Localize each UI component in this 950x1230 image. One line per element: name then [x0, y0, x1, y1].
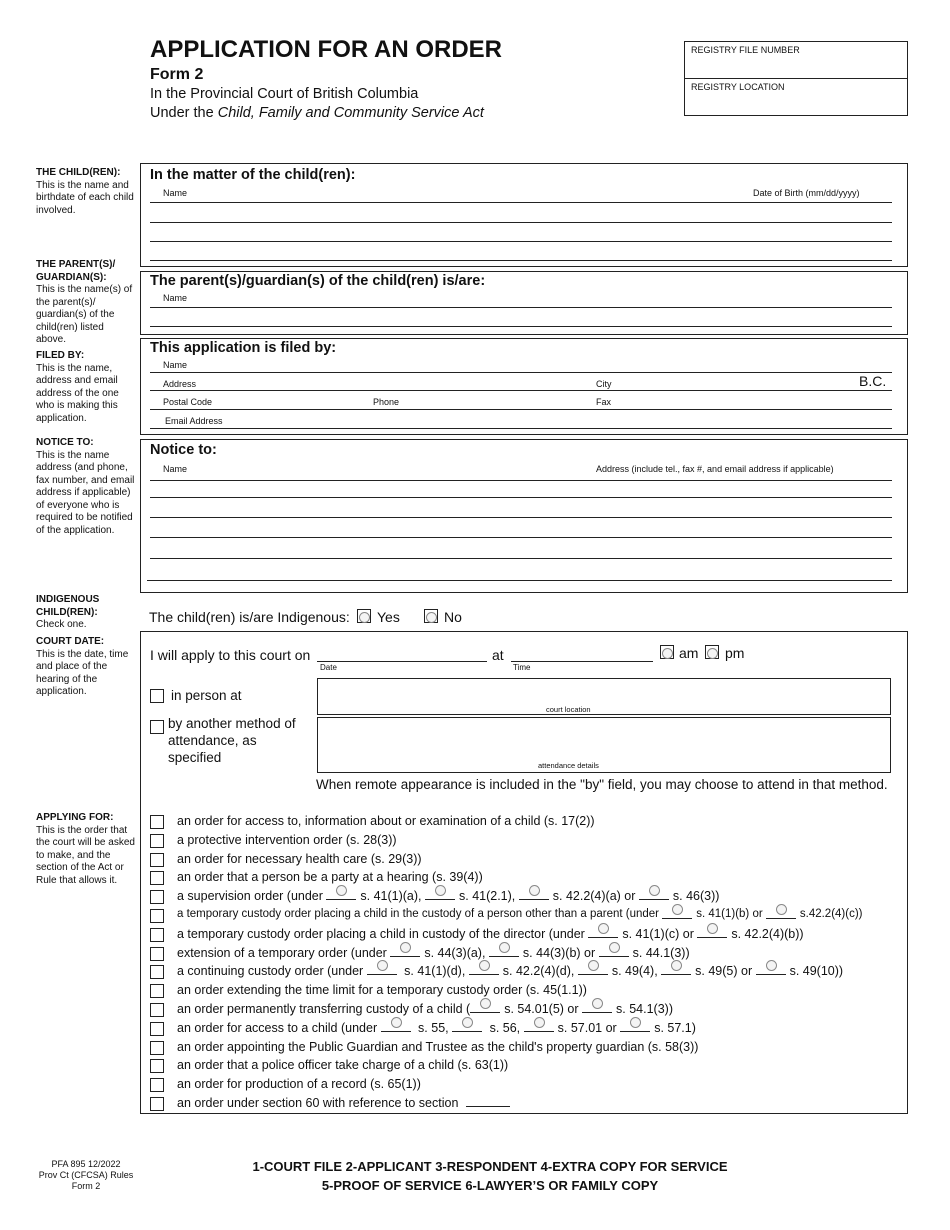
- section-choice-blank[interactable]: [390, 946, 420, 957]
- order-item: [177, 814, 595, 828]
- radio-icon: [672, 904, 683, 915]
- other-method-label: by another method of attendance, as specified: [168, 716, 296, 765]
- date-label: Date: [320, 663, 337, 672]
- child-entry-line[interactable]: [150, 202, 892, 203]
- copies-line-2: 5-PROOF OF SERVICE 6-LAWYER’S OR FAMILY COPY: [321, 1178, 659, 1193]
- section-choice-blank[interactable]: [578, 964, 608, 975]
- section-choice-blank[interactable]: [582, 1002, 612, 1013]
- section-choice-blank[interactable]: [662, 908, 692, 919]
- order-text: s. 46(3)): [672, 889, 720, 904]
- court-location-field[interactable]: [317, 678, 891, 715]
- parent-name-label: Name: [163, 293, 188, 303]
- order-text: a temporary custody order placing a child in custody of the director (under: [177, 926, 589, 941]
- copies-line-1: 1-COURT FILE 2-APPLICANT 3-RESPONDENT 4-EXTRA COPY FOR SERVICE: [252, 1159, 728, 1174]
- order-item: [177, 1096, 510, 1110]
- order-checkbox[interactable]: [150, 890, 164, 904]
- radio-icon: [462, 1017, 473, 1028]
- order-item: [177, 927, 804, 941]
- order-text: s. 49(5) or: [695, 964, 756, 979]
- order-text: an order for access to a child (under: [177, 1020, 381, 1035]
- notice-address-label: Address (include tel., fax #, and email address if applicable): [596, 464, 834, 474]
- notice-heading: Notice to:: [150, 442, 217, 458]
- radio-icon: [534, 1017, 545, 1028]
- order-text: an order appointing the Public Guardian and Trustee as the child's property guardian (s. 58(3)): [177, 1039, 699, 1054]
- section-choice-blank[interactable]: [381, 1021, 411, 1032]
- order-text: s. 41(1)(b) or: [696, 908, 766, 920]
- time-label: Time: [513, 663, 531, 672]
- radio-icon: [671, 960, 682, 971]
- section-choice-blank[interactable]: [470, 1002, 500, 1013]
- other-method-checkbox[interactable]: [150, 720, 164, 734]
- section-choice-blank[interactable]: [588, 927, 618, 938]
- notice-name-label: Name: [163, 464, 188, 474]
- indigenous-no-checkbox[interactable]: [424, 609, 438, 623]
- registry-location-field[interactable]: REGISTRY LOCATION: [684, 78, 908, 116]
- form-code-block: [36, 1159, 136, 1192]
- order-item: [177, 1002, 673, 1016]
- filer-postal-label: Postal Code: [163, 397, 213, 407]
- attendance-details-label: attendance details: [538, 761, 599, 770]
- order-item: [177, 1058, 508, 1072]
- order-text: s. 57.1): [654, 1020, 696, 1035]
- filer-name-label: Name: [163, 360, 188, 370]
- filer-email-label: Email Address: [165, 416, 223, 426]
- sidebar-indigenous-note: INDIGENOUS CHILD(REN): Check one.: [36, 594, 100, 630]
- order-checkbox[interactable]: [150, 928, 164, 942]
- radio-icon: [359, 612, 370, 623]
- section-choice-blank[interactable]: [620, 1021, 650, 1032]
- order-text: an order permanently transferring custody of a child (: [177, 1002, 471, 1016]
- radio-icon: [609, 942, 620, 953]
- order-text: an order for access to, information about or examination of a child (s. 17(2)): [177, 814, 595, 828]
- order-text: a temporary custody order placing a child in the custody of a person other than a parent (under: [177, 908, 663, 920]
- order-text: s. 54.1(3)): [616, 1002, 673, 1016]
- section-choice-blank[interactable]: [519, 889, 549, 900]
- child-entry-line[interactable]: [150, 241, 892, 242]
- am-label: am: [679, 645, 699, 661]
- child-entry-line[interactable]: [150, 260, 892, 261]
- order-text: a protective intervention order (s. 28(3)): [177, 832, 397, 847]
- section-reference-blank[interactable]: [466, 1096, 510, 1107]
- order-text: s. 42.2(4)(b)): [731, 926, 804, 941]
- order-checkbox[interactable]: [150, 1097, 164, 1111]
- form-code: PFA 895 12/2022: [51, 1159, 121, 1169]
- notice-entry-line[interactable]: [150, 497, 892, 498]
- radio-icon: [707, 923, 718, 934]
- registry-file-number-field[interactable]: REGISTRY FILE NUMBER: [684, 41, 908, 79]
- section-choice-blank[interactable]: [766, 908, 796, 919]
- province-text: B.C.: [859, 373, 887, 389]
- radio-icon: [377, 960, 388, 971]
- order-text: s. 49(10)): [789, 964, 844, 979]
- filer-address-label: Address: [163, 379, 197, 389]
- order-checkbox[interactable]: [150, 853, 164, 867]
- order-item: [177, 983, 587, 997]
- notice-entry-line[interactable]: [150, 537, 892, 538]
- sidebar-children-note: THE CHILD(REN): This is the name and birthdate of each child involved.: [36, 167, 134, 216]
- apply-text: I will apply to this court on: [150, 647, 311, 663]
- pm-label: pm: [725, 645, 745, 661]
- radio-icon: [776, 904, 787, 915]
- in-person-checkbox[interactable]: [150, 689, 164, 703]
- order-item: [177, 1040, 698, 1054]
- order-checkbox[interactable]: [150, 947, 164, 961]
- order-checkbox[interactable]: [150, 815, 164, 829]
- order-text: s. 42.2(4)(d),: [502, 964, 578, 979]
- court-and-orders-section: [140, 631, 908, 1114]
- indigenous-yes-checkbox[interactable]: [357, 609, 371, 623]
- order-checkbox[interactable]: [150, 1022, 164, 1036]
- filer-email-line[interactable]: [150, 428, 892, 429]
- filer-name-line[interactable]: [150, 372, 892, 373]
- filed-by-heading: This application is filed by:: [150, 340, 337, 356]
- court-location-label: court location: [546, 705, 591, 714]
- section-choice-blank[interactable]: [452, 1021, 482, 1032]
- form-label: Form 2: [71, 1181, 101, 1191]
- section-choice-blank[interactable]: [697, 927, 727, 938]
- order-text: s. 41(1)(a),: [360, 889, 425, 904]
- radio-icon: [592, 998, 603, 1009]
- order-item: [177, 1077, 421, 1091]
- order-text: a supervision order (under: [177, 889, 327, 904]
- notice-entry-line[interactable]: [150, 558, 892, 559]
- radio-icon: [529, 885, 540, 896]
- form-rules: Prov Ct (CFCSA) Rules: [38, 1170, 134, 1180]
- order-text: an order for production of a record (s. 65(1)): [177, 1077, 421, 1092]
- order-item: [177, 908, 863, 920]
- remote-note: When remote appearance is included in the "by" field, you may choose to attend in that method.: [316, 777, 888, 792]
- section-choice-blank[interactable]: [524, 1021, 554, 1032]
- radio-icon: [336, 885, 347, 896]
- act-name: Child, Family and Community Service Act: [217, 105, 484, 121]
- in-person-label: in person at: [171, 688, 242, 703]
- radio-icon: [400, 942, 411, 953]
- order-item: [177, 833, 397, 847]
- order-text: s. 57.01 or: [557, 1020, 621, 1035]
- form-title: APPLICATION FOR AN ORDER: [150, 36, 502, 63]
- order-text: s.42.2(4)(c)): [799, 908, 863, 920]
- sidebar-notice-note: NOTICE TO: This is the name address (and phone, fax number, and email address if applicable) of everyone who is required to be notified of the application.: [36, 437, 135, 536]
- radio-icon: [426, 612, 437, 623]
- pm-checkbox[interactable]: [705, 645, 719, 659]
- order-checkbox[interactable]: [150, 834, 164, 848]
- order-text: s. 56,: [486, 1020, 524, 1035]
- section-choice-blank[interactable]: [326, 889, 356, 900]
- parents-section: [140, 271, 908, 335]
- radio-icon: [662, 648, 673, 659]
- order-text: s. 41(2.1),: [459, 889, 519, 904]
- order-text: s. 41(1)(c) or: [622, 926, 698, 941]
- section-choice-blank[interactable]: [489, 946, 519, 957]
- order-checkbox[interactable]: [150, 984, 164, 998]
- sidebar-applying-for-note: APPLYING FOR: This is the order that the court will be asked to make, and the section of the Act or Rule that allows it.: [36, 812, 135, 886]
- filer-address-line[interactable]: [150, 390, 892, 391]
- order-item: [177, 852, 422, 866]
- court-line: In the Provincial Court of British Columbia: [150, 86, 419, 102]
- order-checkbox[interactable]: [150, 1003, 164, 1017]
- order-checkbox[interactable]: [150, 1041, 164, 1055]
- order-text: extension of a temporary order (under: [177, 945, 391, 960]
- order-checkbox[interactable]: [150, 871, 164, 885]
- order-text: s. 41(1)(d),: [400, 964, 469, 979]
- indigenous-no-label: No: [444, 609, 462, 625]
- form-number: Form 2: [150, 66, 204, 83]
- section-choice-blank[interactable]: [599, 946, 629, 957]
- order-text: s. 44(3)(a),: [424, 945, 489, 960]
- order-text: s. 55,: [414, 1020, 453, 1035]
- sidebar-filed-by-note: FILED BY: This is the name, address and email address of the one who is making this application.: [36, 350, 119, 424]
- order-text: an order that a person be a party at a hearing (s. 39(4)): [177, 870, 483, 885]
- filed-by-section: [140, 338, 908, 435]
- radio-icon: [499, 942, 510, 953]
- order-checkbox[interactable]: [150, 965, 164, 979]
- section-choice-blank[interactable]: [661, 964, 691, 975]
- order-text: s. 44(3)(b) or: [522, 945, 599, 960]
- order-text: an order extending the time limit for a temporary custody order (s. 45(1.1)): [177, 983, 587, 998]
- child-entry-line[interactable]: [150, 222, 892, 223]
- filer-city-label: City: [596, 379, 612, 389]
- order-text: an order for necessary health care (s. 29(3)): [177, 851, 422, 866]
- order-checkbox[interactable]: [150, 1059, 164, 1073]
- indigenous-yes-label: Yes: [377, 609, 400, 625]
- radio-icon: [588, 960, 599, 971]
- date-field[interactable]: [317, 661, 487, 662]
- section-choice-blank[interactable]: [469, 964, 499, 975]
- order-item: [177, 889, 719, 903]
- order-text: an order under section 60 with reference to section: [177, 1096, 462, 1110]
- order-text: an order that a police officer take charge of a child (s. 63(1)): [177, 1058, 509, 1073]
- radio-icon: [598, 923, 609, 934]
- children-heading: In the matter of the child(ren):: [150, 167, 356, 183]
- order-item: [177, 964, 843, 978]
- radio-icon: [649, 885, 660, 896]
- sidebar-parents-note: THE PARENT(S)/ GUARDIAN(S): This is the name(s) of the parent(s)/ guardian(s) of the child(ren) listed above.: [36, 259, 133, 345]
- child-name-label: Name: [163, 188, 188, 198]
- order-text: s. 42.2(4)(a) or: [552, 889, 639, 904]
- radio-icon: [435, 885, 446, 896]
- radio-icon: [707, 648, 718, 659]
- filer-fax-label: Fax: [596, 397, 612, 407]
- order-checkbox[interactable]: [150, 909, 164, 923]
- section-choice-blank[interactable]: [639, 889, 669, 900]
- indigenous-question: The child(ren) is/are Indigenous:: [149, 609, 350, 625]
- parent-entry-line[interactable]: [150, 326, 892, 327]
- act-line: Under the Child, Family and Community Service Act: [150, 105, 484, 121]
- parent-entry-line[interactable]: [150, 307, 892, 308]
- filer-phone-label: Phone: [373, 397, 400, 407]
- radio-icon: [630, 1017, 641, 1028]
- filer-postal-line[interactable]: [150, 409, 892, 410]
- radio-icon: [479, 960, 490, 971]
- notice-entry-line[interactable]: [147, 580, 892, 581]
- order-text: s. 54.01(5) or: [504, 1002, 583, 1016]
- notice-entry-line[interactable]: [150, 517, 892, 518]
- attendance-details-field[interactable]: [317, 717, 891, 773]
- at-text: at: [492, 647, 504, 663]
- notice-section: [140, 439, 908, 593]
- child-dob-label: Date of Birth (mm/dd/yyyy): [753, 188, 860, 198]
- order-text: a continuing custody order (under: [177, 964, 367, 979]
- section-choice-blank[interactable]: [367, 964, 397, 975]
- am-checkbox[interactable]: [660, 645, 674, 659]
- order-item: [177, 1021, 696, 1035]
- order-item: [177, 946, 690, 960]
- section-choice-blank[interactable]: [756, 964, 786, 975]
- parents-heading: The parent(s)/guardian(s) of the child(ren) is/are:: [150, 273, 486, 289]
- order-text: s. 49(4),: [611, 964, 662, 979]
- notice-entry-line[interactable]: [150, 480, 892, 481]
- time-field[interactable]: [511, 661, 653, 662]
- order-item: [177, 870, 483, 884]
- radio-icon: [766, 960, 777, 971]
- section-choice-blank[interactable]: [425, 889, 455, 900]
- order-text: s. 44.1(3)): [632, 945, 690, 960]
- sidebar-court-date-note: COURT DATE: This is the date, time and place of the hearing of the application.: [36, 636, 129, 697]
- children-section: [140, 163, 908, 267]
- radio-icon: [480, 998, 491, 1009]
- radio-icon: [391, 1017, 402, 1028]
- order-checkbox[interactable]: [150, 1078, 164, 1092]
